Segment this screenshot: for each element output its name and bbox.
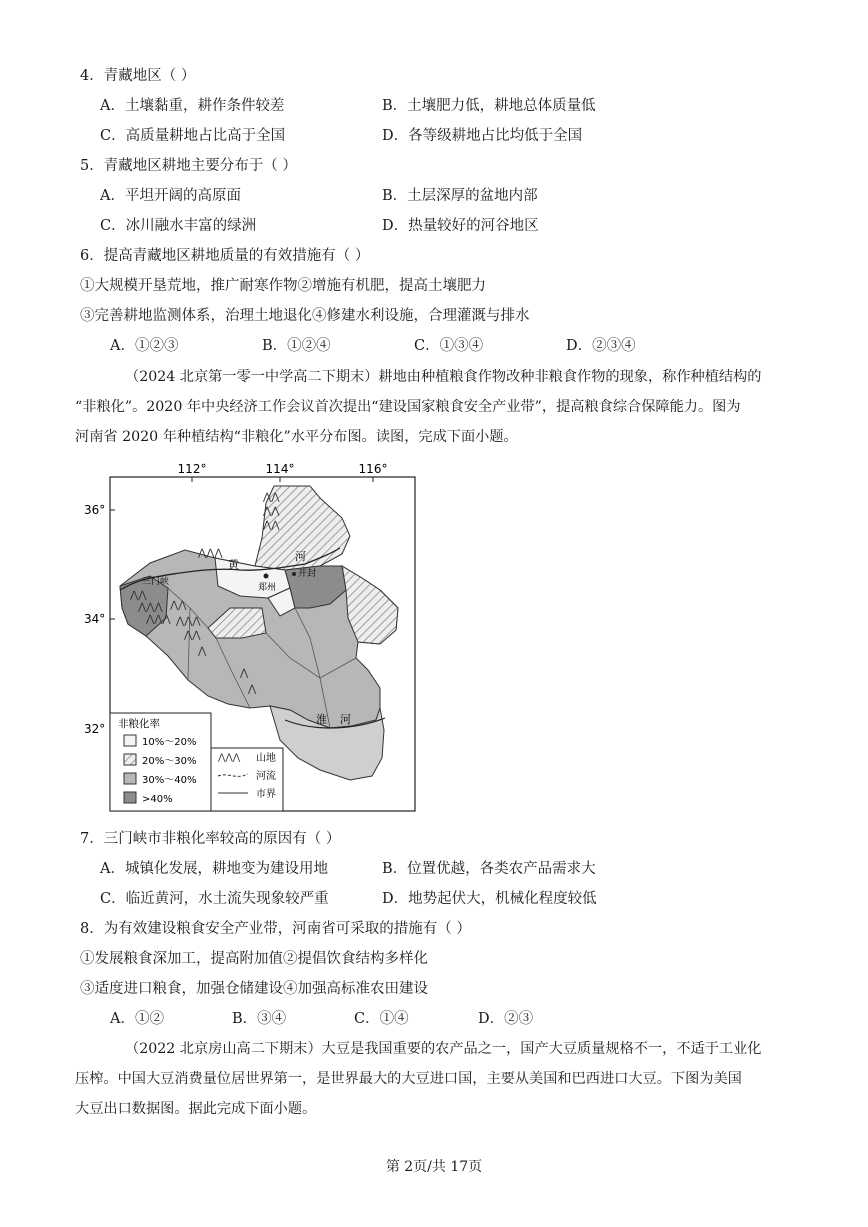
label-sanmenxia: 三门峡 (142, 577, 170, 587)
henan-nongrain-map (80, 458, 420, 814)
q4-option-d: D．各等级耕地占比均低于全国 (382, 128, 583, 144)
label-zhengzhou: 郑州 (258, 583, 277, 593)
q4-option-c: C．高质量耕地占比高于全国 (100, 128, 286, 144)
intro2-line1: （2022 北京房山高二下期末）大豆是我国重要的农产品之一，国产大豆质量规格不一，不适于工业化 (125, 1041, 762, 1057)
q5-option-a: A．平坦开阔的高原面 (100, 188, 241, 204)
svg-text:⋀⋀⋀: ⋀⋀⋀ (138, 602, 163, 613)
symbol-label-mountain: 山地 (256, 753, 276, 764)
symbol-label-river: 河流 (256, 771, 276, 782)
zhengzhou-marker (264, 574, 269, 579)
intro1-line1: （2024 北京第一零一中学高二下期末）耕地由种植粮食作物改种非粮食作物的现象，称作种植结构的 (125, 369, 762, 385)
legend-swatch-40 (124, 792, 136, 803)
q6-option-a: A．①②③ (110, 338, 179, 354)
page-number-footer: 第 2页/共 17页 (385, 1159, 483, 1175)
legend-label-10-20: 10%～20% (142, 737, 197, 748)
label-he2: 河 (340, 713, 351, 726)
label-kaifeng: 开封 (298, 569, 317, 579)
intro2-line3: 大豆出口数据图。据此完成下面小题。 (75, 1101, 317, 1117)
lat-label-34: 34° (84, 612, 106, 626)
q6-statement-line1: ①大规模开垦荒地，推广耐寒作物②增施有机肥，提高土壤肥力 (80, 278, 486, 294)
mountain-legend-icon: ⋀⋀⋀ (218, 753, 241, 763)
intro2-line2: 压榨。中国大豆消费量位居世界第一，是世界最大的大豆进口国，主要从美国和巴西进口大豆。下图为美国 (75, 1071, 742, 1087)
legend-label-30-40: 30%～40% (142, 775, 197, 786)
legend-label-40: >40% (142, 794, 173, 805)
lon-label-112: 112° (177, 462, 207, 476)
intro-paragraph-2 (75, 1034, 795, 1124)
legend-swatch-20-30 (124, 754, 136, 765)
q4-option-a: A．土壤黏重，耕作条件较差 (100, 98, 285, 114)
q7-stem: 7．三门峡市非粮化率较高的原因有（ ） (80, 831, 341, 847)
q5-option-d: D．热量较好的河谷地区 (382, 218, 539, 234)
q7-option-c: C．临近黄河，水土流失现象较严重 (100, 891, 329, 907)
svg-text:⋀⋀: ⋀⋀ (263, 506, 280, 517)
q8-option-a: A．①② (110, 1011, 164, 1027)
label-huai: 淮 (316, 713, 327, 726)
label-huang: 黄 (228, 558, 239, 571)
q6-option-c: C．①③④ (414, 338, 484, 354)
svg-text:⋀⋀: ⋀⋀ (263, 520, 280, 531)
svg-text:⋀: ⋀ (240, 668, 249, 679)
svg-text:⋀⋀: ⋀⋀ (170, 600, 187, 611)
legend-swatch-10-20 (124, 735, 136, 746)
q6-stem: 6．提高青藏地区耕地质量的有效措施有（ ） (80, 248, 370, 264)
q5-option-b: B．土层深厚的盆地内部 (382, 188, 538, 204)
q6-option-d: D．②③④ (566, 338, 636, 354)
svg-text:⋀: ⋀ (198, 646, 207, 657)
lon-label-114: 114° (265, 462, 295, 476)
q7-option-b: B．位置优越，各类农产品需求大 (382, 861, 596, 877)
q8-statement-line2: ③适度进口粮食，加强仓储建设④加强高标准农田建设 (80, 981, 428, 997)
legend-label-20-30: 20%～30% (142, 756, 197, 767)
q6-statement-line2: ③完善耕地监测体系，治理土地退化④修建水利设施，合理灌溉与排水 (80, 308, 530, 324)
svg-text:⋀⋀⋀: ⋀⋀⋀ (146, 614, 171, 625)
lat-label-36: 36° (84, 503, 106, 517)
kaifeng-marker (292, 572, 296, 576)
lon-label-116: 116° (358, 462, 388, 476)
label-he: 河 (295, 550, 306, 563)
svg-text:⋀⋀: ⋀⋀ (263, 492, 280, 503)
q8-statement-line1: ①发展粮食深加工，提高附加值②提倡饮食结构多样化 (80, 951, 428, 967)
intro-paragraph-1 (75, 362, 795, 452)
q8-option-d: D．②③ (478, 1011, 534, 1027)
q8-option-b: B．③④ (232, 1011, 287, 1027)
svg-text:⋀⋀⋀: ⋀⋀⋀ (176, 616, 201, 627)
intro1-line2: “非粮化”。2020 年中央经济工作会议首次提出“建设国家粮食安全产业带”，提高粮食综合保障能力。图为 (75, 399, 741, 415)
legend-title: 非粮化率 (118, 718, 160, 730)
q8-option-c: C．①④ (354, 1011, 409, 1027)
svg-text:⋀⋀: ⋀⋀ (130, 590, 147, 601)
intro1-line3: 河南省 2020 年种植结构“非粮化”水平分布图。读图，完成下面小题。 (75, 429, 518, 445)
q7-option-d: D．地势起伏大，机械化程度较低 (382, 891, 597, 907)
svg-text:⋀⋀: ⋀⋀ (184, 630, 201, 641)
q5-option-c: C．冰川融水丰富的绿洲 (100, 218, 257, 234)
lat-label-32: 32° (84, 722, 106, 736)
q4-option-b: B．土壤肥力低，耕地总体质量低 (382, 98, 596, 114)
svg-text:⋀⋀⋀: ⋀⋀⋀ (198, 548, 223, 559)
q4-stem: 4．青藏地区（ ） (80, 68, 196, 84)
q8-stem: 8．为有效建设粮食安全产业带，河南省可采取的措施有（ ） (80, 921, 471, 937)
q5-stem: 5．青藏地区耕地主要分布于（ ） (80, 158, 297, 174)
q7-option-a: A．城镇化发展，耕地变为建设用地 (100, 861, 328, 877)
q6-option-b: B．①②④ (262, 338, 331, 354)
symbol-label-boundary: 市界 (256, 789, 276, 800)
svg-text:⋀: ⋀ (248, 684, 257, 695)
legend-swatch-30-40 (124, 773, 136, 784)
